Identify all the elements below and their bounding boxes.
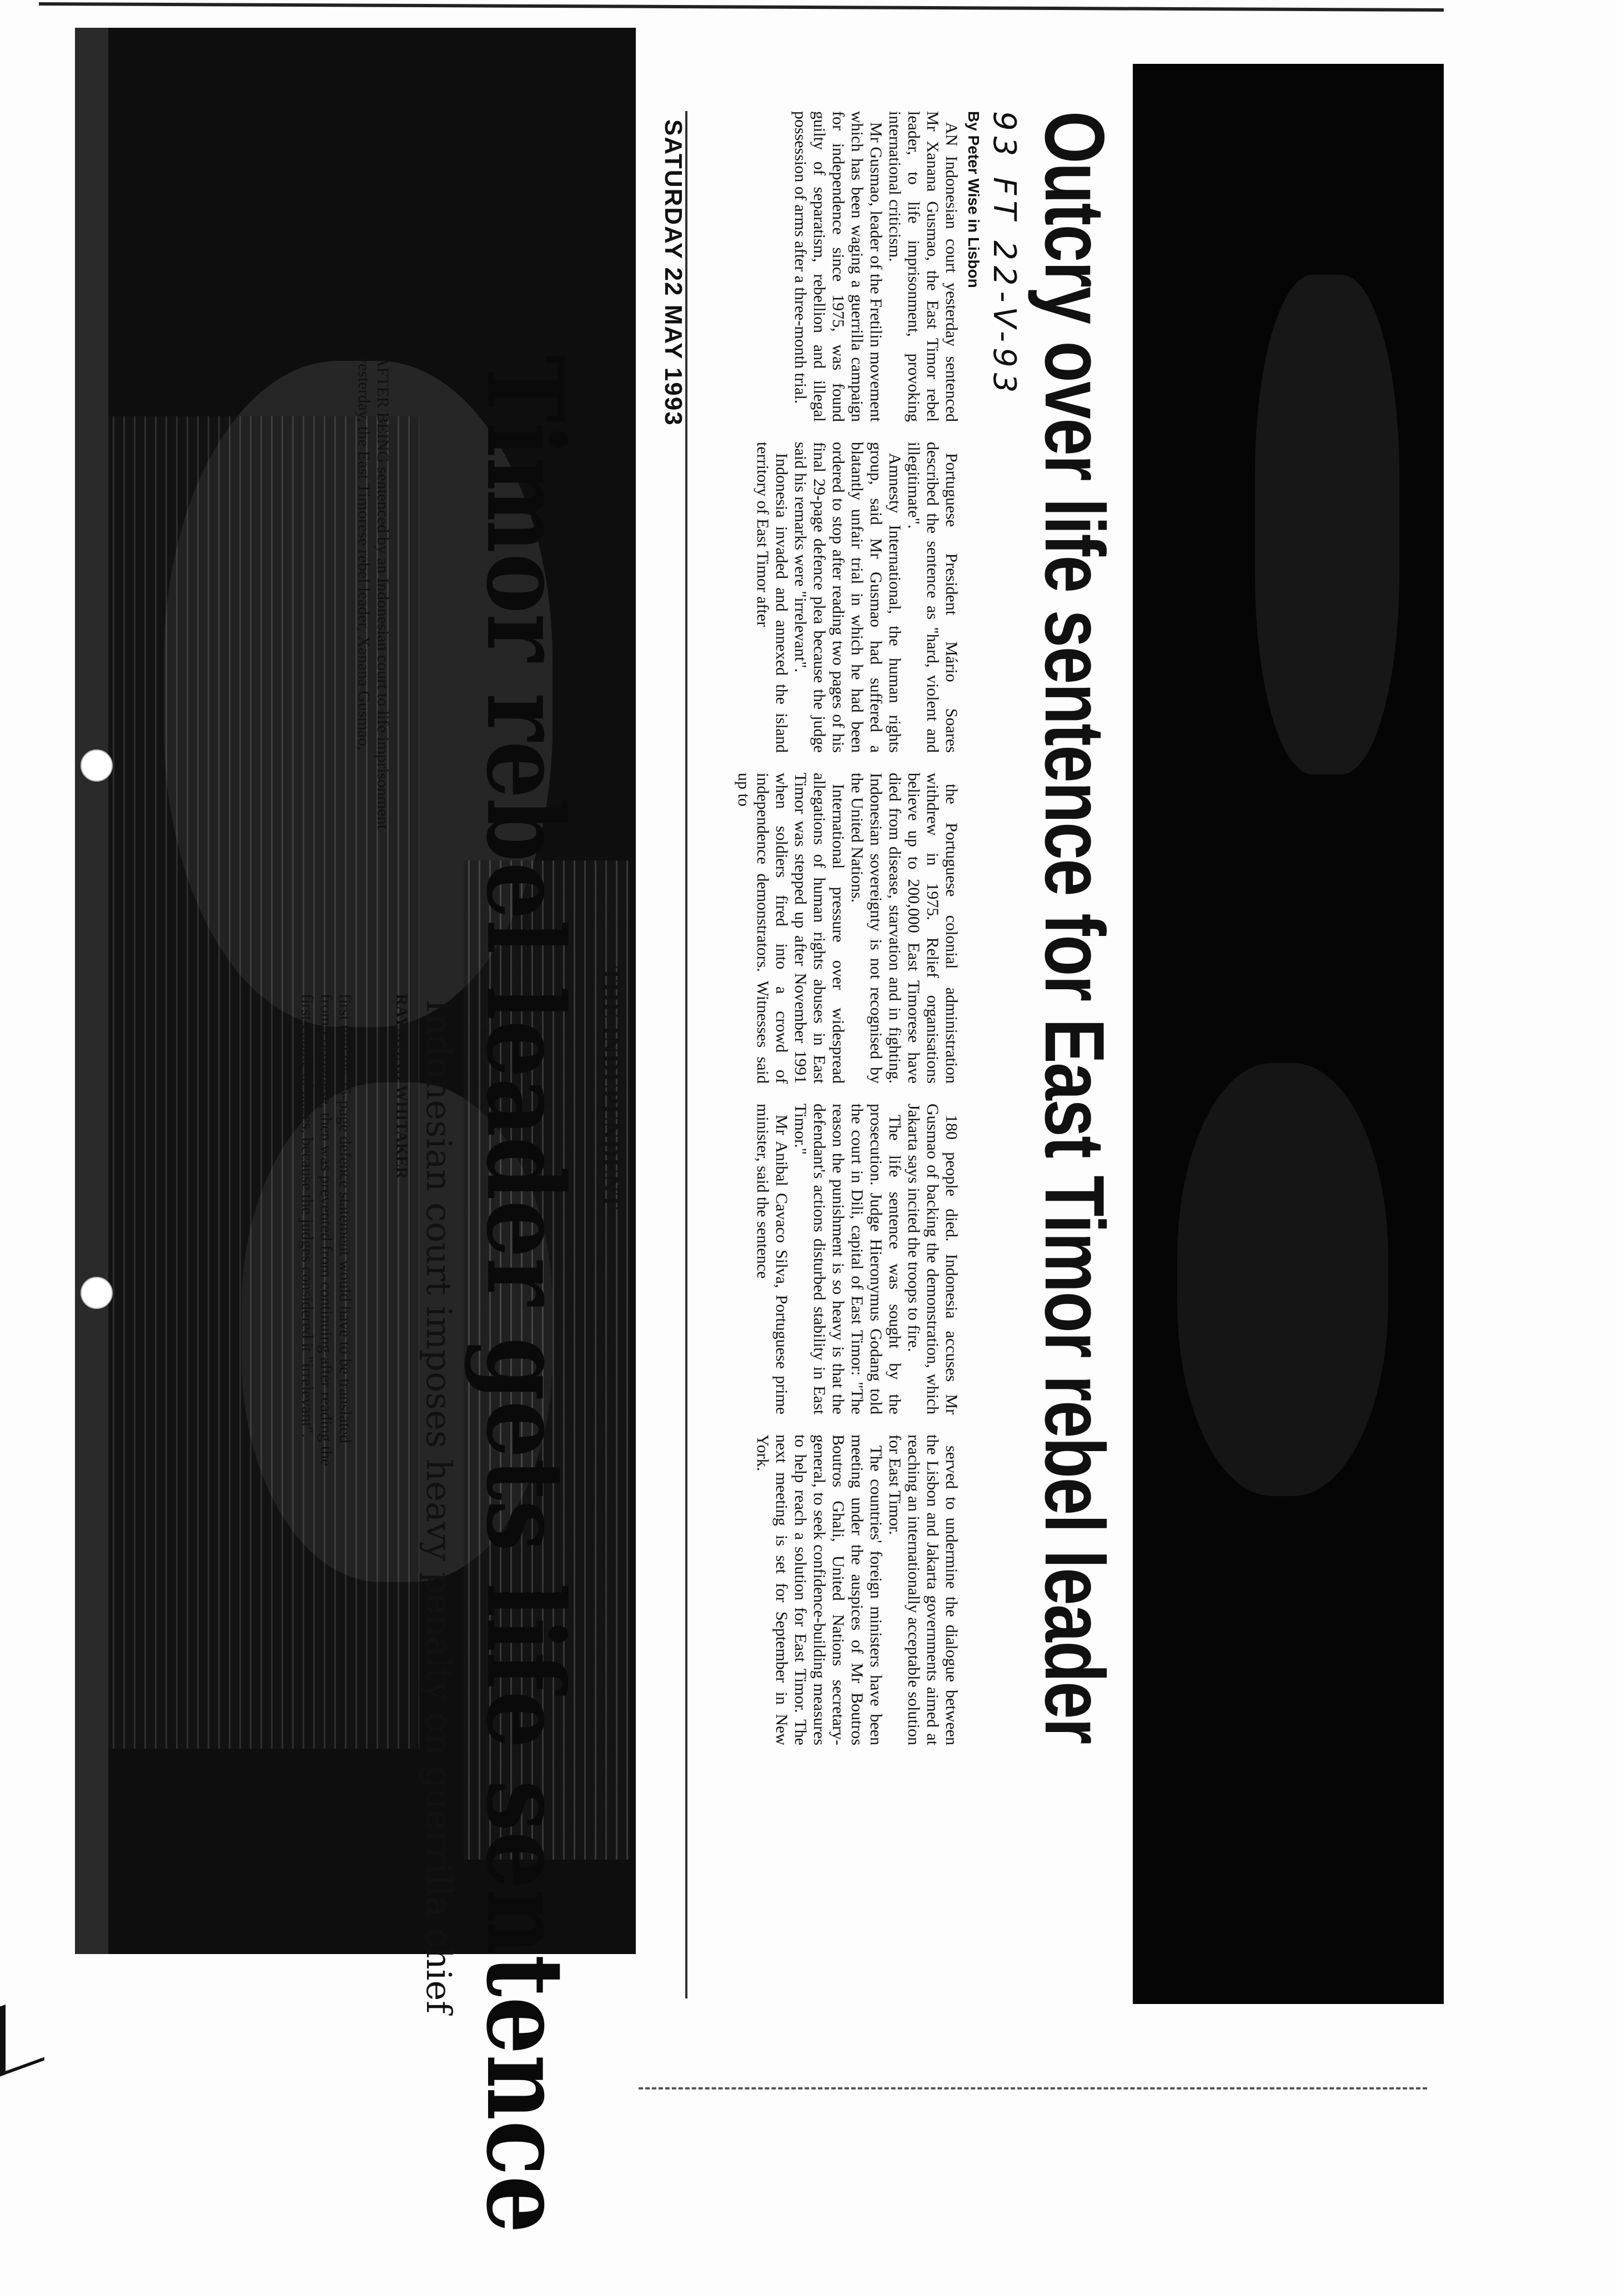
ft-column (694, 1434, 961, 1745)
independent-byline: RAYMOND WHITAKER (393, 994, 411, 1179)
independent-headline: Timor rebel leader gets life sentence (463, 355, 587, 2234)
independent-article (298, 355, 627, 2234)
independent-body-line: from Portuguese, then was prevented from continuing after reading the (317, 994, 335, 1467)
punch-hole (81, 1277, 113, 1309)
ft-paragraph: Amnesty International, the human rights group, said Mr Gusmao had suffered a blatantly unfair trial in which he had been ordered to stop after reading two pages of his final 29-page defence plea because the judge said his remarks were "irrelevant". (791, 442, 904, 753)
cut-line (639, 2087, 1427, 2089)
independent-body-line: AFTER BEING sentenced by an Indonesian court to life imprisonment (374, 355, 392, 829)
ft-paragraph: AN Indonesian court yesterday sentenced Mr Xanana Gusmao, the East Timor rebel leader, to life imprisonment, provoking international criticism. (886, 111, 961, 422)
handwritten-note: 93 FT 22-V-93 (986, 111, 1022, 399)
ft-paragraph: The life sentence was sought by the prosecution. Judge Hieronymus Godang told the court in Dili, capital of East Timor: "The reason the punishment is so heavy is that the defendant's actions disturbed stability in East Timor." (791, 1104, 904, 1414)
independent-subhead: Indonesian court imposes heavy penalty on guerrilla chief (419, 999, 459, 2014)
ft-article (689, 111, 1133, 1998)
page-margin-shadow (75, 28, 108, 1954)
dateline: SATURDAY 22 MAY 1993 (660, 119, 687, 426)
ft-paragraph: Mr Anibal Cavaco Silva, Portuguese prime minister, said the sentence (754, 1104, 791, 1414)
punch-hole (81, 749, 113, 782)
ft-headline: Outcry over life sentence for East Timor rebel leader (1027, 111, 1122, 1744)
ft-column (694, 1104, 961, 1414)
independent-body (298, 355, 411, 2010)
ft-paragraph: 180 people died. Indonesia accuses Mr Gusmao of backing the demonstration, which Jakarta says incited the troops to fire. (905, 1104, 961, 1414)
ft-paragraph: served to undermine the dialogue between the Lisbon and Jakarta governments aimed at reaching an internationally acceptable solution for East Timor. (886, 1434, 961, 1745)
ft-paragraph: Portuguese President Mário Soares described the sentence as "hard, violent and illegitimate". (905, 442, 961, 753)
page-edge-shadow-left (0, 1990, 44, 2076)
independent-body-line: first couple of pages, because the judges considered it "irrelevant". (298, 994, 317, 1438)
photo-shade (1255, 275, 1399, 774)
ft-paragraph: the Portuguese colonial administration withdrew in 1975. Relief organisations believe up to 200,000 East Timorese have died from disease, starvation and in fighting. Indonesian sovereignty is not recognised by the United Nations. (848, 773, 961, 1084)
ft-paragraph: Mr Gusmao, leader of the Fretilin movement which has been waging a guerrilla campaign for independence since 1975, was found guilty of separatism, rebellion and illegal possession of arms after a three-month trial. (791, 111, 885, 422)
ft-paragraph: Indonesia invaded and annexed the island territory of East Timor after (754, 442, 791, 753)
ft-column (694, 773, 961, 1084)
ft-byline: By Peter Wise in Lisbon (965, 111, 982, 288)
ft-body (694, 111, 961, 1998)
ft-column (694, 442, 961, 753)
ft-column (694, 111, 961, 422)
blacked-out-photo (1133, 64, 1444, 2004)
independent-masthead: THE INDEPENDENT (597, 966, 625, 1210)
photo-shade (1177, 1063, 1388, 1496)
ft-paragraph: The countries' foreign ministers have been meeting under the auspices of Mr Boutros Boutros Ghali, United Nations secretary-general, to seek confidence-building measures to help reach a solution for East Timor. The next meeting is set for September in New York. (754, 1434, 885, 1745)
independent-body-line: first told his 25-page defence statement would have to be translated (336, 994, 354, 1443)
page-edge-shadow (39, 2, 1444, 12)
ft-paragraph: International pressure over widespread allegations of human rights abuses in East Timor was stepped up after November 1991 when soldiers fired into a crowd of independence demonstrators. Witnesses said up to (735, 773, 847, 1084)
independent-body-line: yesterday, the East Timorese rebel leader, Xanana Gusmao, (355, 355, 373, 751)
